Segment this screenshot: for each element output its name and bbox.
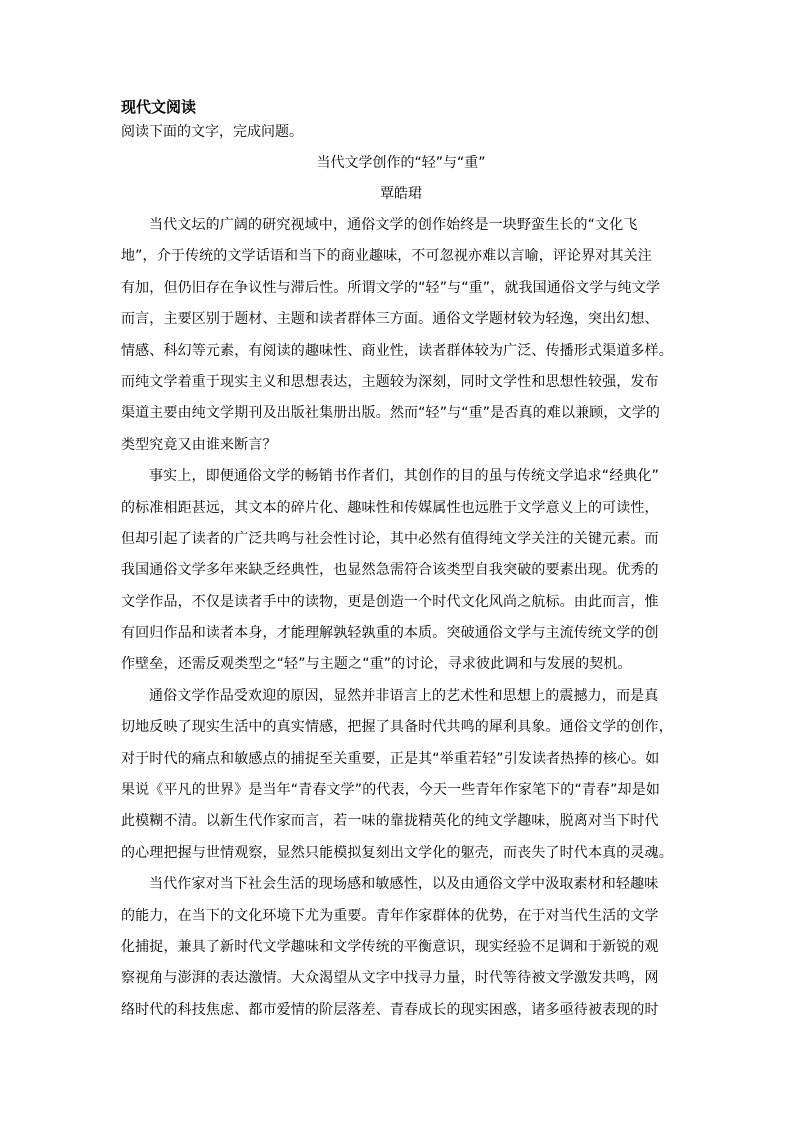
text-line: 察视角与澎湃的表达激情。大众渴望从文字中找寻力量，时代等待被文学激发共鸣，网 (121, 970, 659, 987)
text-line: 情感、科幻等元素，有阅读的趣味性、商业性，读者群体较为广泛、传播形式渠道多样。 (121, 342, 673, 359)
text-line: 文学作品，不仅是读者手中的读物，更是创造一个时代文化风尚之航标。由此而言，惟 (121, 593, 659, 610)
text-line: 而纯文学着重于现实主义和思想表达，主题较为深刻，同时文学性和思想性较强，发布 (121, 373, 659, 390)
text-line: 此模糊不清。以新生代作家而言，若一味的靠拢精英化的纯文学趣味，脱离对当下时代 (121, 813, 659, 830)
text-line: 我国通俗文学多年来缺乏经典性，也显然急需符合该类型自我突破的要素出现。优秀的 (121, 562, 659, 579)
text-line: 当代文坛的广阔的研究视域中，通俗文学的创作始终是一块野蛮生长的“文化飞 (149, 217, 638, 233)
text-line: 而言，主要区别于题材、主题和读者群体三方面。通俗文学题材较为轻逸，突出幻想、 (121, 311, 659, 328)
text-line: 有回归作品和读者本身，才能理解孰轻孰重的本质。突破通俗文学与主流传统文学的创 (121, 625, 659, 642)
text-line: 作壁垒，还需反观类型之“轻”与主题之“重”的讨论，寻求彼此调和与发展的契机。 (121, 656, 632, 673)
text-line: 地”，介于传统的文学话语和当下的商业趣味，不可忽视亦难以言喻，评论界对其关注 (121, 248, 652, 265)
text-line: 当代作家对当下社会生活的现场感和敏感性，以及由通俗文学中汲取素材和轻趣味 (149, 876, 659, 893)
text-line: 切地反映了现实生活中的真实情感，把握了具备时代共鸣的犀利具象。通俗文学的创作， (121, 719, 673, 736)
paragraph (121, 461, 681, 681)
paragraph (121, 210, 681, 461)
text-line: 对于时代的痛点和敏感点的捕捉至关重要，正是其“举重若轻”引发读者热捧的核心。如 (121, 750, 660, 767)
paragraph (121, 681, 681, 869)
instruction-text: 阅读下面的文字，完成问题。 (121, 124, 303, 140)
paragraph (121, 869, 681, 1026)
text-line: 有加，但仍旧存在争议性与滞后性。所谓文学的“轻”与“重”，就我国通俗文学与纯文学 (121, 279, 661, 296)
text-line: 络时代的科技焦虑、都市爱情的阶层落差、青春成长的现实困惑，诸多亟待被表现的时 (121, 1001, 659, 1018)
text-line: 但却引起了读者的广泛共鸣与社会性讨论，其中必然有值得纯文学关注的关键元素。而 (121, 530, 659, 547)
text-line: 事实上，即便通俗文学的畅销书作者们，其创作的目的虽与传统文学追求“经典化” (149, 468, 660, 485)
text-line: 通俗文学作品受欢迎的原因，显然并非语言上的艺术性和思想上的震撼力，而是真 (149, 687, 659, 704)
text-line: 的能力，在当下的文化环境下尤为重要。青年作家群体的优势，在于对当代生活的文学 (121, 907, 659, 924)
article-title: 当代文学创作的“轻”与“重” (316, 155, 486, 171)
text-line: 渠道主要由纯文学期刊及出版社集册出版。然而“轻”与“重”是否真的难以兼顾，文学的 (121, 405, 661, 422)
section-heading: 现代文阅读 (121, 98, 197, 116)
text-line: 的心理把握与世情观察，显然只能模拟复刻出文学化的躯壳，而丧失了时代本真的灵魂。 (121, 844, 673, 861)
text-line: 果说《平凡的世界》是当年“青春文学”的代表，今天一些青年作家笔下的“青春”却是如 (121, 782, 661, 799)
text-line: 化捕捉，兼具了新时代文学趣味和文学传统的平衡意识，现实经验不足调和于新锐的观 (121, 938, 659, 955)
article-author: 覃皓珺 (380, 186, 422, 202)
text-line: 的标准相距甚远，其文本的碎片化、趣味性和传媒属性也远胜于文学意义上的可读性， (121, 499, 659, 516)
article-body (121, 210, 681, 1026)
text-line: 类型究竟又由谁来断言？ (121, 436, 277, 453)
